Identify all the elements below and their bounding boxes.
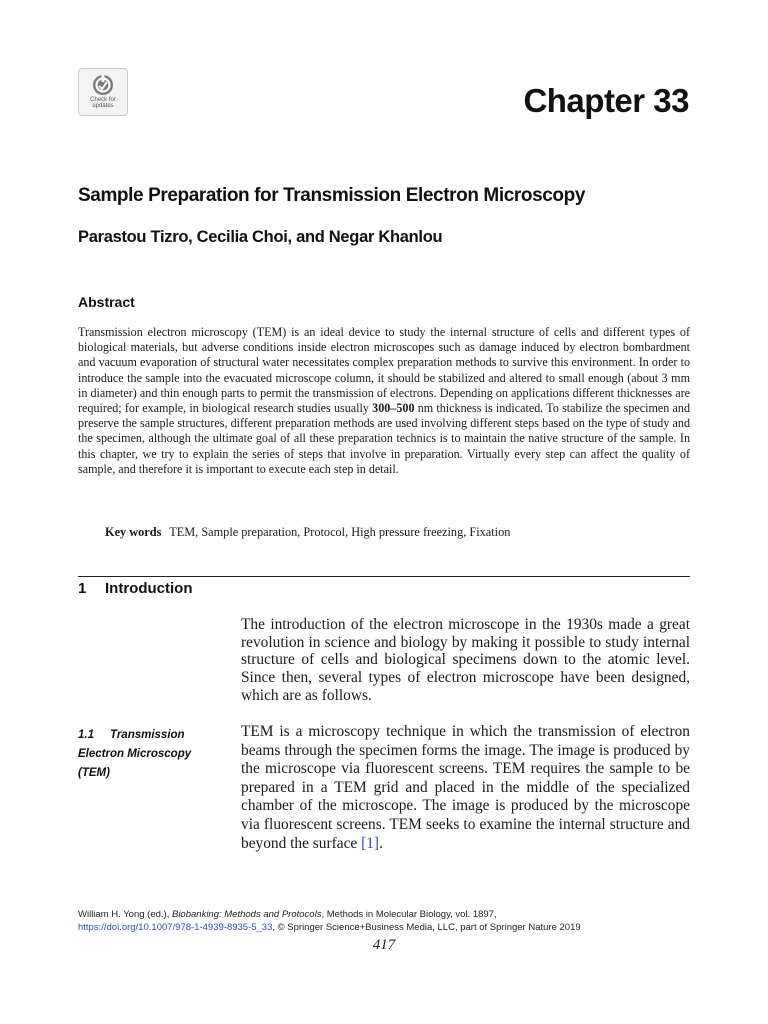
abstract-text: Transmission electron microscopy (TEM) is an ideal device to study the internal structure of cells and different types of biological materials, but adverse conditions inside electron microscopes such as damage induced by electron bombardment and vacuum evaporation of structural water necessitates complex preparation methods to survive this environment. In order to introduce the sample into the evacuated microscope column, it should be stabilized and altered to small enough (about 3 mm in diameter) and thin enough parts to permit the transmission of electrons. Depending on applications different thicknesses are required; for example, in biological research studies usually 300–500 nm thickness is indicated. To stabilize the specimen and preserve the sample structures, different preparation methods are used involving different steps based on the type of study and the specimen, although the ultimate goal of all these preparation technics is to maintain the native structure of the sample. In this chapter, we try to explain the series of steps that involve in preparation. Virtually every step can affect the quality of sample, and therefore it is important to execute each step in detail. <box>78 325 690 476</box>
chapter-title: Sample Preparation for Transmission Electron Microscopy <box>78 185 585 206</box>
section-number: 1 <box>78 580 87 597</box>
keywords-list: TEM, Sample preparation, Protocol, High pressure freezing, Fixation <box>169 525 511 539</box>
section-divider <box>78 576 690 577</box>
subsection-number: 1.1 <box>78 729 94 741</box>
keywords-label: Key words <box>105 525 162 539</box>
doi-link[interactable]: https://doi.org/10.1007/978-1-4939-8935-5_33 <box>78 921 273 933</box>
introduction-paragraph: The introduction of the electron microscope in the 1930s made a great revolution in science and biology by making it possible to study internal structure of cells and biological specimens down to the atomic level. Since then, several types of electron microscope have been designed, which are as follows. <box>241 616 690 704</box>
footnote: William H. Yong (ed.), Biobanking: Methods and Protocols, Methods in Molecular Biology, vol. 1897, https://doi.org/10.1007/978-1-4939-8935-5_33, © Springer Science+Business Media, LLC, part of Springer Nature 2019 <box>78 909 581 933</box>
badge-label: Check for updates <box>90 97 116 109</box>
chapter-number: Chapter 33 <box>523 82 689 119</box>
section-title: Introduction <box>105 580 193 597</box>
check-for-updates-badge[interactable] <box>78 68 128 116</box>
page-number: 417 <box>372 937 396 953</box>
citation-link[interactable]: [1] <box>361 834 380 852</box>
authors: Parastou Tizro, Cecilia Choi, and Negar Khanlou <box>78 228 443 246</box>
subsection-title: Transmission Electron Microscopy (TEM) <box>78 729 192 779</box>
book-title: Biobanking: Methods and Protocols <box>171 909 322 920</box>
section-heading-introduction <box>78 580 192 597</box>
abstract-heading: Abstract <box>78 294 135 310</box>
check-for-updates-icon <box>92 74 114 96</box>
keywords <box>105 525 510 540</box>
abstract-bold-value: 300–500 <box>372 401 415 416</box>
tem-paragraph: TEM is a microscopy technique in which the transmission of electron beams through the specimen forms the image. The image is produced by the microscope via fluorescent screens. TEM requires the sample to be prepared in a TEM grid and placed in the middle of the specialized chamber of the microscope. The image is produced by the microscope via fluorescent screens. TEM seeks to examine the internal structure and beyond the surface [1]. <box>241 723 690 852</box>
subsection-heading-tem <box>78 726 218 783</box>
